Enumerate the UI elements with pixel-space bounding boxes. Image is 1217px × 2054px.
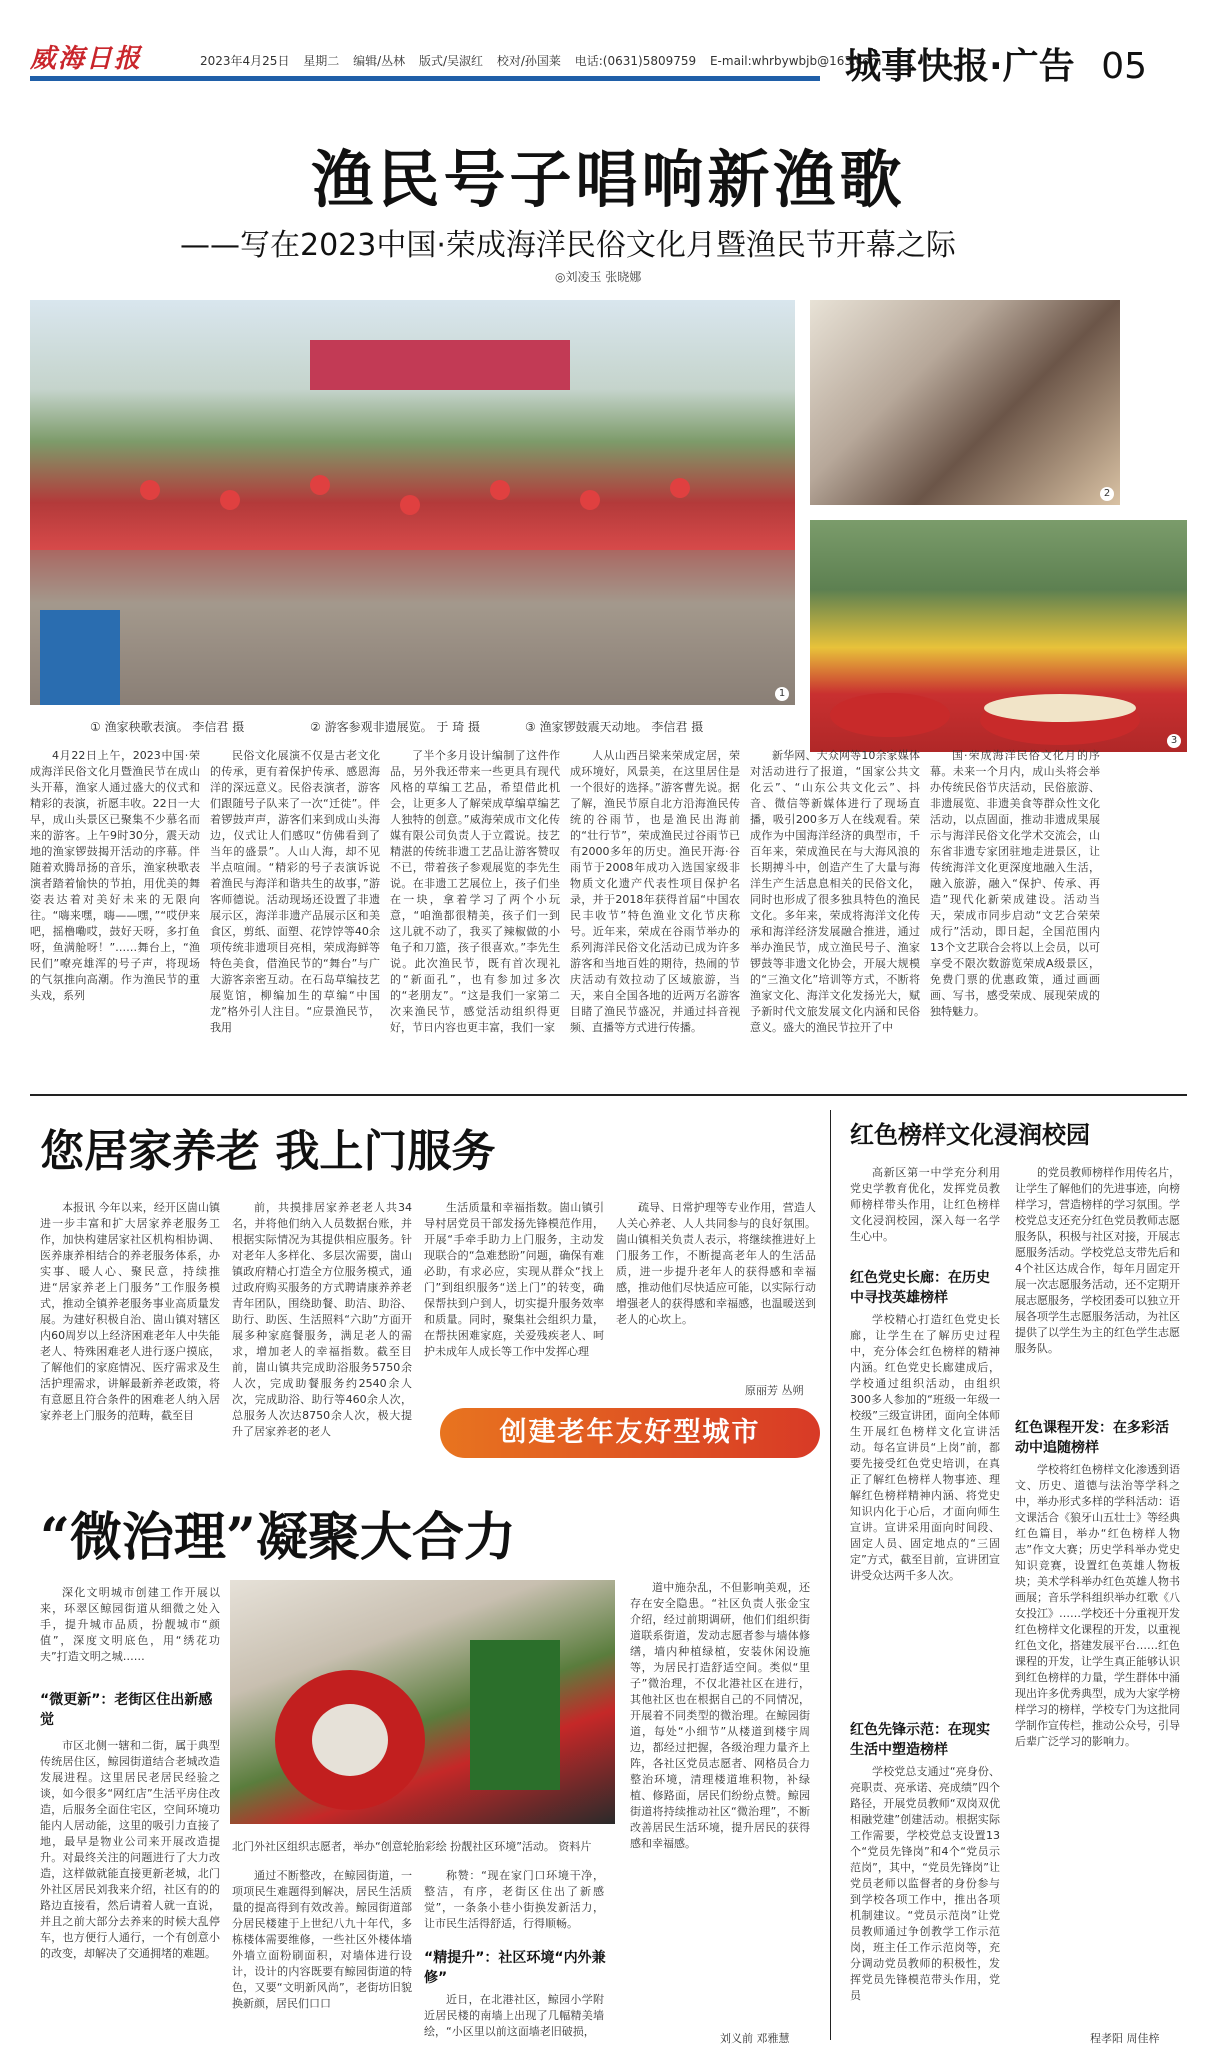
micro-caption: 北门外社区组织志愿者，举办“创意轮胎彩绘 扮靓社区环境”活动。 资料片 — [232, 1840, 592, 1853]
photo-yangge-illustration — [30, 300, 795, 705]
column-divider — [830, 1110, 831, 2040]
section-divider — [30, 1094, 1187, 1096]
photo-yangge-performance — [30, 300, 795, 705]
main-headline: 渔民号子唱响新渔歌 — [311, 143, 906, 216]
elderly-author: 原丽芳 丛朔 — [745, 1384, 804, 1397]
micro-column-4: 道中施杂乱，不但影响美观，还存在安全隐患。“社区负责人张金宝介绍，经过前期调研，他们们组织街道联系街道，发动志愿者参与墙体修缮，墙内种植绿植，安装休闲设施等，为居民打造舒适空间。类似“里子”微治理，不仅北港社区在进行，其他社区也在根据自己的不同情况，开展着不同类型的微治理。在鲸园街道，每处“小细节”从楼道到楼宇周边，都经过把握，各级治理力量齐上阵，各社区党员志愿者、网格员合力整治环境，清理楼道堆积物，补绿植、修路面，居民们纷纷点赞。鲸园街道将持续推动社区“微治理”，不断改善居民生活环境，提升居民的获得感和幸福感。 — [630, 1581, 810, 1850]
micro-sub1: “微更新”：老街区住出新感觉 — [40, 1692, 213, 1728]
main-column-4: 人从山西吕梁来荣成定居，荣成环境好，风景美，在这里居住是一个很好的选择。”游客曹先说。据了解，渔民节原自北方沿海渔民传统的谷雨节，也是渔民出海前的“壮行节”，荣成渔民过谷雨节已有2000多年的历史。渔民开海·谷雨节于2008年成功入选国家级非物质文化遗产代表性项目保护名录，并于2018年获得首届“中国农民丰收节”特色渔业文化节庆称号。近年来，荣成在谷雨节举办的系列海洋民俗文化活动已成为许多游客和当地百姓的期待，热闹的节庆活动有效拉动了区域旅游，当天，来自全国各地的近两万名游客目睹了渔民节盛况，并通过抖音视频、直播等方式进行传播。 — [570, 749, 740, 1034]
micro-column-1: 市区北侧一辖和二街，属于典型传统居住区，鲸园街道结合老城改造发展进程。这里居民老居民经验之谈，如今很多“网红店”生活平房住改造，后服务全面住宅区，空间环境功能内人居动能，这里的吸引力直接了地，最早是物业公司来开展改造提升。对最终关注的问题进行了大力改造，这样做就能直接更新老城，北门外社区居民刘我来介绍，社区有的的路边直接看，然后请着人就一直说，并且之前大部分去养来的时候大乱停车，也方便行人通行，一个有创意小的改变，却解决了交通拥堵的难题。 — [40, 1739, 220, 1960]
photo-number-1: 1 — [775, 687, 789, 701]
elderly-column-1: 本报讯 今年以来，经开区崮山镇进一步丰富和扩大居家养老服务工作，加快构建居家社区机构相协调、医养康养相结合的养老服务体系，办实事、暖人心、聚民意，持续推进“居家养老上门服务”工作服务模式，推动全镇养老服务事业高质量发展。为建好积极自治、崮山镇对辖区内60周岁以上经济困难老年人中失能老人、特殊困难老人进行逐户摸底，了解他们的家庭情况、医疗需求及生活护理需求，讲解最新养老政策，将有意愿且符合条件的困难老人纳入居家养老上门服务的范畴，截至目 — [40, 1201, 220, 1422]
photo-number-3: 3 — [1167, 734, 1181, 748]
photo-drum-performance — [810, 520, 1187, 752]
phone: 电话:(0631)5809759 — [574, 54, 697, 68]
page-number: 05 — [1101, 46, 1148, 87]
elderly-column-4: 疏导、日常护理等专业作用，营造人人关心养老、人人共同参与的良好氛围。崮山镇相关负责人表示，将继续推进好上门服务工作，不断提高老年人的生活品质，进一步提升老年人的获得感和幸福感，推动他们尽快适应可能，以实际行动增强老人的获得感和幸福感，也温暖送到老人的心坎上。 — [616, 1201, 816, 1326]
main-column-1: 4月22日上午，2023中国·荣成海洋民俗文化月暨渔民节在成山头开幕，渔家人通过盛大的仪式和精彩的表演，祈愿丰收。22日一大早，成山头景区已聚集不少慕名而来的游客。上午9时30分，震天动地的渔家锣鼓揭开活动的序幕。伴随着欢腾昂扬的音乐，渔家秧歌表演者踏着愉快的节拍，用优美的舞姿表达着对美好未来的无限向往。“嗨来嘿，嗨——嘿，”“哎伊来吧，摇橹嘞哎，鼓好天呀，多打鱼呀，鱼满舱呀！”……舞台上，“渔民们”嘹亮雄浑的号子声，将现场的气氛推向高潮。作为渔民节的重头戏，系列 — [30, 749, 200, 1002]
caption-1: ① 渔家秧歌表演。 李信君 摄 — [90, 720, 245, 734]
masthead-logo: 威海日报 — [30, 44, 143, 74]
age-friendly-banner: 创建老年友好型城市 — [440, 1408, 820, 1458]
red-column-2: 学校党总支通过“亮身份、亮职责、亮承诺、亮成绩”四个路径，开展党员教师“双岗双优 相融党建”创建活动。根据实际工作需要，学校党总支设置13个“党员先锋岗”和4个“党员示范岗”，其中，“党员先锋岗”让党员老师以监督者的身份参与到学校各项工作中，推出各项机制建议。“党员示范岗”让党员教师通过争创教学工作示范岗，班主任工作示范岗等，充分调动党员教师的积极性，发挥党员先锋模范带头作用，党员 — [850, 1765, 1000, 2002]
section-name: 城事快报·广告 — [845, 46, 1075, 87]
micro-column-2: 通过不断整改，在鲸园街道，一项项民生难题得到解决，居民生活质量的提高得到有效改善。鲸园街道部分居民楼建于上世纪八九十年代，多栋楼体需要维修，一些社区外楼体墙外墙立面粉刷面积，对墙体进行设计，设计的内容既要有鲸园街道的特色，又要“文明新风尚”，老街坊旧貌换新颜，居民们口口 — [232, 1869, 412, 2010]
red-sub2: 红色先锋示范：在现实生活中塑造榜样 — [850, 1722, 990, 1758]
red-sub3: 红色课程开发：在多彩活动中追随榜样 — [1015, 1420, 1169, 1456]
micro-column-3: 称赞：“现在家门口环境干净，整洁，有序，老街区住出了新感觉”，一条条小巷小街换发新活力，让市民生活得舒适，行得顺畅。 — [424, 1869, 604, 1930]
micro-column-3b: 近日，在北港社区，鲸园小学附近居民楼的南墙上出现了几幅精美墙绘，“小区里以前这面墙老旧破损， — [424, 1993, 604, 2038]
header-info — [200, 52, 891, 69]
main-column-5: 新华网、大众网等10余家媒体对活动进行了报道，“国家公共文化云”、“山东公共文化云”、抖音、微信等新媒体进行了现场直播，吸引200多万人在线观看。荣成作为中国海洋经济的典型市，千百年来，荣成渔民在与大海风浪的长期搏斗中，创造产生了大量与海洋生产生活息息相关的民俗文化，同时也形成了很多独具特色的渔民文化。多年来，荣成将海洋文化传承和海洋经济发展融合推进，通过举办渔民节，成立渔民号子、渔家锣鼓等非遗文化协会，开展大规模的“三渔文化”培训等方式，不断将渔家文化、海洋文化发扬光大，赋予新时代文旅发展文化内涵和民俗意义。盛大的渔民节拉开了中 — [750, 749, 920, 1034]
red-column-1: 学校精心打造红色党史长廊，让学生在了解历史过程中，充分体会红色榜样的精神内涵。红色党史长廊建成后，学校通过组织活动，由组织300多人参加的“班级一年级一校级”三级宣讲团，面向全体师生开展红色榜样文化宣讲活动。每名宣讲员“上岗”前，都要先接受红色党史培训，在真正了解红色榜样人物事迹、理解红色榜样精神内涵、将党史知识内化于心后，才面向师生宣讲。宣讲采用面向时间段、固定人员、固定地点的“三固定”方式，截至目前，宣讲团宣讲受众达两千多人次。 — [850, 1313, 1000, 1582]
photo-drums-illustration — [810, 520, 1187, 752]
photo-tire-painting — [230, 1580, 615, 1824]
elderly-headline: 您居家养老 我上门服务 — [40, 1126, 496, 1177]
micro-headline: “微治理”凝聚大合力 — [40, 1507, 516, 1568]
red-sub1: 红色党史长廊：在历史中寻找英雄榜样 — [850, 1270, 990, 1306]
photo-number-2: 2 — [1100, 487, 1114, 501]
email: E-mail:whrbywbjb@163.com — [709, 54, 882, 68]
red-column-3: 的党员教师榜样作用传名片，让学生了解他们的先进事迹，向榜样学习，营造榜样的学习氛围。学校党总支还充分红色党员教师志愿服务队，积极与社区对接，开展志愿服务活动。学校党总支带先后和4个社区达成合作，每年月固定开展一次志愿服务活动，还不定期开展志愿服务，学校团委可以独立开展各项学生志愿服务活动，为社区提供了以学生为主的红色学生志愿服务队。 — [1015, 1166, 1180, 1355]
section-title — [845, 38, 1147, 89]
red-column-4: 学校将红色榜样文化渗透到语文、历史、道德与法治等学科之中，举办形式多样的学科活动：语文课活合《狼牙山五壮士》等经典红色篇目，举办“红色榜样人物志”作文大赛；历史学科举办党史知识竞赛，设置红色英雄人物板块；美术学科举办红色英雄人物书画展；音乐学科组织举办红歌《八女投江》……学校还十分重视开发红色榜样文化课程的开发，以重视红色文化，搭建发展平台……红色课程的开发，让学生真正能够认识到红色榜样的力量，学生群体中涌现出许多优秀典型，成为大家学榜样学习的榜样，学校专门为这批同学制作宣传栏，推动公众号，引导后辈广泛学习的影响力。 — [1015, 1463, 1180, 1748]
micro-sub2: “精提升”：社区环境“内外兼修” — [424, 1950, 606, 1986]
main-column-2: 民俗文化展演不仅是古老文化的传承，更有着保护传承、感恩海洋的深远意义。民俗表演者，游客们跟随号子队来了一次“迁徙”。伴着锣鼓声声，游客们来到成山头海边，仪式让人们感叹“仿佛看到了当年的盛景”。人山人海，却不见半点喧闹。“精彩的号子表演诉说着渔民与海洋和谐共生的故事，”游客师德说。活动现场还设置了非遗展示区，海洋非遗产品展示区和美食区，剪纸、面塑、花饽饽等40余项传统非遗项目亮相，荣成海鲜等特色美食，借渔民节的“舞台”与广大游客亲密互动。在石岛草编技艺展览馆，柳编加生的草编“中国龙”格外引人注目。“应景渔民节，我用 — [210, 749, 380, 1034]
red-author: 程孝阳 周佳梓 — [1090, 2032, 1160, 2045]
micro-intro: 深化文明城市创建工作开展以来，环翠区鲸园街道从细微之处入手，提升城市品质，扮靓城市“颜值”，深度文明底色，用“绣花功夫”打造文明之城…… — [40, 1586, 220, 1663]
caption-3: ③ 渔家锣鼓震天动地。 李信君 摄 — [525, 720, 704, 734]
elderly-column-2: 前，共摸排居家养老老人共34名，并将他们纳入人员数据台账，并根据实际情况为其提供相应服务。针对老年人多样化、多层次需要，崮山镇政府精心打造全方位服务模式，通过政府购买服务的方式聘请康养养老青年团队，围绕助餐、助洁、助浴、助行、助医、生活照料“六助”方面开展多种家庭餐服务，满足老人的需求，增加老人的幸福指数。截至目前，崮山镇共完成助浴服务5750余人次，完成助餐服务约2540余人次，完成助浴、助行等460余人次，总服务人次达8750余人次，极大提升了居家养老的老人 — [232, 1201, 412, 1438]
main-column-6: 国·荣成海洋民俗文化月的序幕。未来一个月内，成山头将会举办传统民俗节庆活动，民俗旅游、非遗展览、非遗美食等群众性文化活动，以点固面，推动非遗成果展示与海洋民俗文化学术交流会，山东省非遗专家团驻地走进景区，让传统海洋文化更深度地融入生活，融入旅游，融入“保护、传承、再造”现代化新荣成建设。活动当天，荣成市同步启动“文艺合荣荣成行”活动，即日起，全国范围内13个文艺联合会将以上会员，以可享受不限次数游览荣成A级景区，免费门票的优惠政策，通过画画画、写书，感受荣成、展现荣成的独特魅力。 — [930, 749, 1100, 1018]
header-rule — [30, 76, 820, 81]
red-intro: 高新区第一中学充分利用党史学教育优化，发挥党员教师榜样带头作用，让红色榜样文化浸润校园，深入每一名学生心中。 — [850, 1166, 1000, 1243]
photo-heritage-exhibit — [810, 300, 1120, 505]
main-byline: ◎刘凌玉 张晓娜 — [555, 270, 642, 284]
photo-tire-illustration — [230, 1580, 615, 1824]
issue-date: 2023年4月25日 — [200, 54, 290, 68]
main-column-3: 了半个多月设计编制了这件作品，另外我还带来一些更具有现代风格的草编工艺品，希望借此机会，让更多人了解荣成草编草编艺人独特的创意。”威海荣成市文化传媒有限公司负责人于立霞说。技艺精湛的传统非遗工艺品让游客赞叹不已，带着孩子参观展览的李先生说。在非遗工艺展位上，孩子们坐在一块，拿着学习了两个小玩意，“咱渔都很精美，孩子们一到这儿就不动了，我买了辣椒做的小龟子和刀篮，孩子很喜欢。”李先生说。此次渔民节，既有首次现礼的“新面孔”，也有参加过多次的“老朋友”。“这是我们一家第二次来渔民节，感觉活动组织得更好，节日内容也更丰富，我们一家 — [390, 749, 560, 1034]
layout-editor: 版式/吴淑红 — [419, 54, 484, 68]
main-subheadline: ——写在2023中国·荣成海洋民俗文化月暨渔民节开幕之际 — [180, 228, 956, 263]
elderly-column-3: 生活质量和幸福指数。崮山镇引导村居党员干部发扬先锋模范作用，开展“手牵手助力上门服务，主动发现联合的“急难愁盼”问题，确保有难必助，有求必应，实现从群众“找上门”到组织服务“送上门”的转变，确保帮扶到户到人，切实提升服务效率和质量。同时，聚集社会组织力量，在帮扶困难家庭，关爱残疾老人、呵护未成年人成长等工作中发挥心理 — [424, 1201, 604, 1358]
caption-2: ② 游客参观非遗展览。 于 琦 摄 — [310, 720, 481, 734]
red-headline: 红色榜样文化浸润校园 — [850, 1120, 1090, 1149]
editor: 编辑/丛林 — [353, 54, 406, 68]
proofreader: 校对/孙国莱 — [496, 54, 561, 68]
micro-author: 刘义前 邓雅慧 — [720, 2032, 790, 2045]
issue-weekday: 星期二 — [303, 54, 340, 68]
